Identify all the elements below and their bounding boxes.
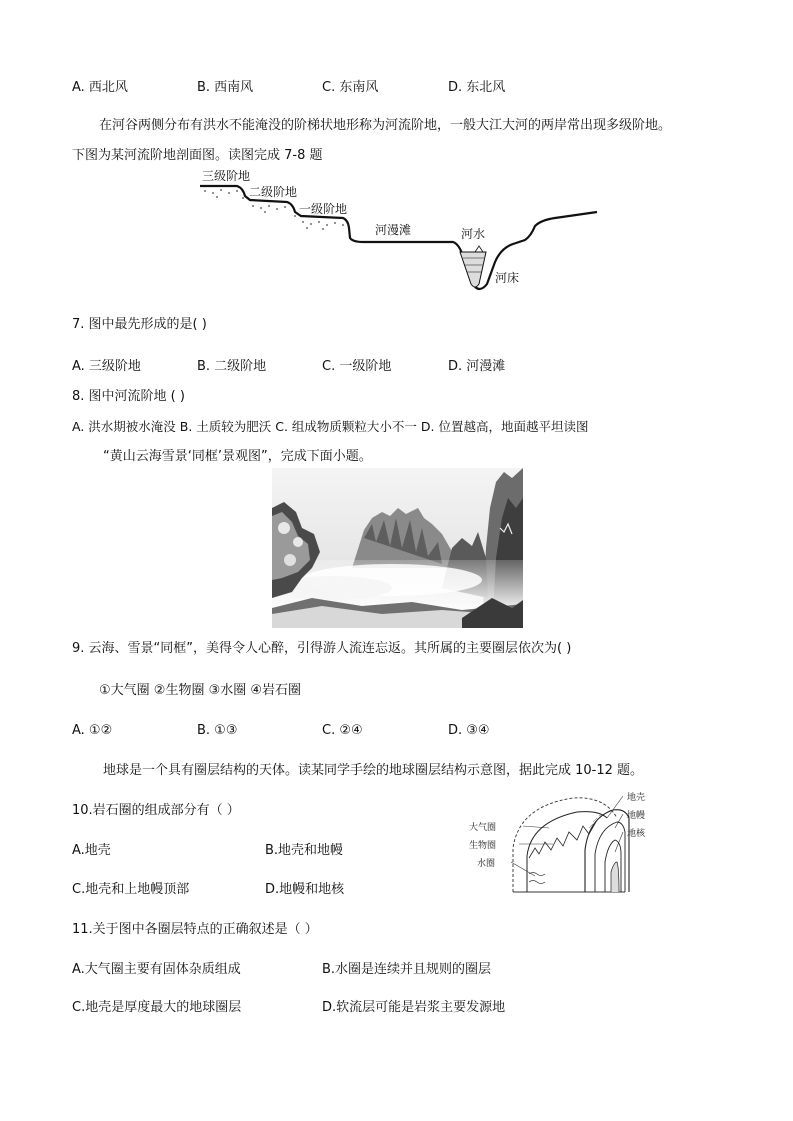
q6-option-d: D. 东北风	[448, 80, 506, 95]
q10-option-a: A.地壳	[72, 843, 111, 858]
label-atmosphere: 大气圈	[469, 823, 497, 833]
earth-sphere-diagram	[465, 788, 665, 900]
river-water	[460, 252, 486, 287]
q6-option-a: A. 西北风	[72, 80, 128, 95]
q11-option-c: C.地壳是厚度最大的地球圈层	[72, 1000, 242, 1015]
terrace-intro-line2: 下图为某河流阶地剖面图。读图完成 7-8 题	[72, 148, 323, 163]
label-level1-terrace: 一级阶地	[299, 202, 348, 216]
q9-items: ①大气圈 ②生物圈 ③水圈 ④岩石圈	[99, 683, 302, 698]
label-crust: 地壳	[627, 793, 646, 803]
q11-stem: 11.关于图中各圈层特点的正确叙述是（ ）	[72, 922, 318, 937]
q10-option-c: C.地壳和上地幔顶部	[72, 882, 190, 897]
q7-stem: 7. 图中最先形成的是( )	[72, 317, 207, 332]
q7-option-c: C. 一级阶地	[322, 359, 392, 374]
label-biosphere: 生物圈	[469, 841, 497, 851]
q7-option-b: B. 二级阶地	[197, 359, 267, 374]
label-river-bed: 河床	[495, 271, 520, 285]
q6-option-c: C. 东南风	[322, 80, 379, 95]
q6-option-b: B. 西南风	[197, 80, 254, 95]
huangshan-cloud-snow-photo	[272, 468, 523, 628]
huangshan-intro: “黄山云海雪景‘同框’景观图”，完成下面小题。	[103, 449, 372, 464]
sphere-intro: 地球是一个具有圈层结构的天体。读某同学手绘的地球圈层结构示意图，据此完成 10-12 题。	[103, 763, 644, 778]
q10-stem: 10.岩石圈的组成部分有（ ）	[72, 803, 240, 818]
q7-option-d: D. 河漫滩	[448, 359, 506, 374]
q9-option-a: A. ①②	[72, 723, 113, 738]
terrace-intro-line1: 在河谷两侧分布有洪水不能淹没的阶梯状地形称为河流阶地，一般大江大河的两岸常出现多级阶地。	[99, 118, 672, 133]
label-mantle: 地幔	[627, 811, 646, 821]
label-floodplain: 河漫滩	[375, 223, 412, 237]
q8-options: A. 洪水期被水淹没 B. 土质较为肥沃 C. 组成物质颗粒大小不一 D. 位置越高，地面越平坦读图	[72, 419, 589, 434]
river-terrace-diagram	[195, 166, 600, 302]
q9-option-d: D. ③④	[448, 723, 490, 738]
q9-stem: 9. 云海、雪景“同框”，美得令人心醉，引得游人流连忘返。其所属的主要圈层依次为( )	[72, 641, 572, 656]
label-hydrosphere: 水圈	[477, 859, 496, 869]
terrain-profile-line	[200, 186, 597, 289]
label-level2-terrace: 二级阶地	[249, 185, 298, 199]
label-core: 地核	[627, 829, 646, 839]
q9-option-b: B. ①③	[197, 723, 238, 738]
q10-option-d: D.地幔和地核	[265, 882, 345, 897]
q9-option-c: C. ②④	[322, 723, 363, 738]
q11-option-b: B.水圈是连续并且规则的圈层	[322, 962, 492, 977]
label-level3-terrace: 三级阶地	[202, 169, 251, 183]
q11-option-a: A.大气圈主要有固体杂质组成	[72, 962, 241, 977]
q11-option-d: D.软流层可能是岩浆主要发源地	[322, 1000, 506, 1015]
label-river-water: 河水	[461, 227, 486, 241]
q8-stem: 8. 图中河流阶地 ( )	[72, 389, 185, 404]
q7-option-a: A. 三级阶地	[72, 359, 141, 374]
q10-option-b: B.地壳和地幔	[265, 843, 344, 858]
